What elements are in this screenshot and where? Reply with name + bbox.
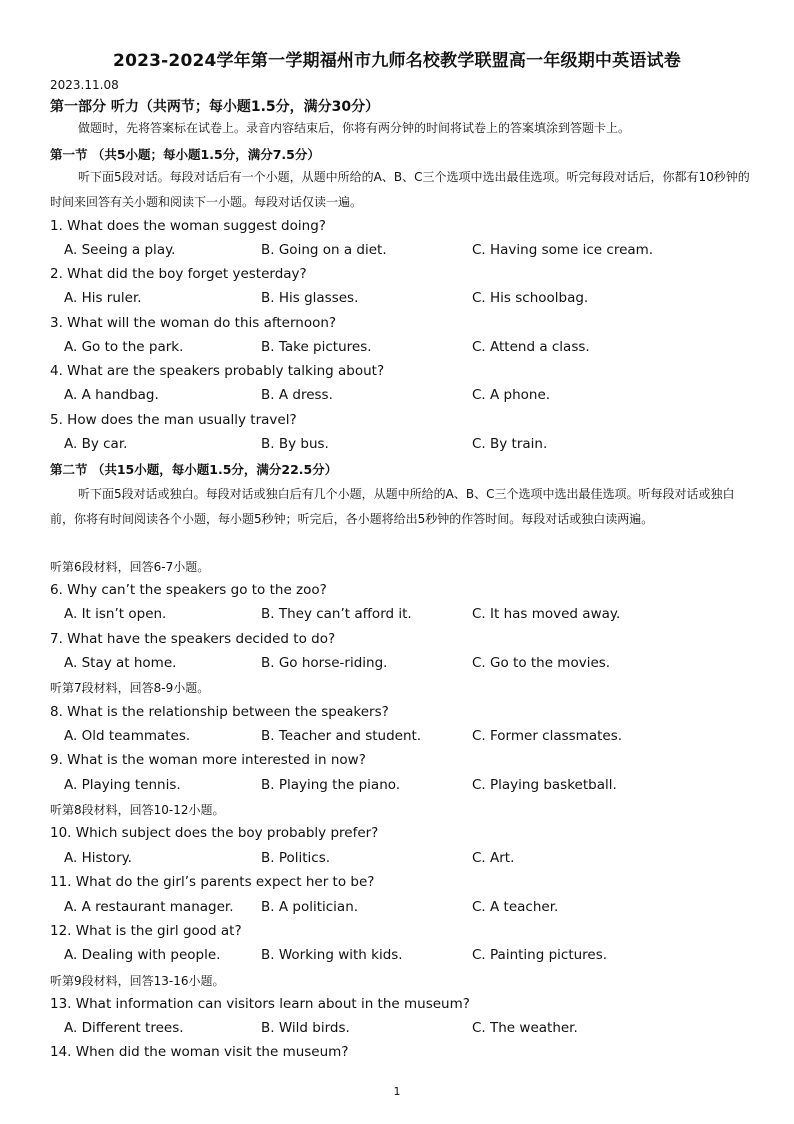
q8-option-a: A. Old teammates. xyxy=(64,728,191,744)
question-10: 10. Which subject does the boy probably prefer? xyxy=(50,825,379,841)
question-5: 5. How does the man usually travel? xyxy=(50,412,297,428)
q6-option-b: B. They can’t afford it. xyxy=(261,606,412,622)
q4-option-b: B. A dress. xyxy=(261,387,333,403)
q2-option-a: A. His ruler. xyxy=(64,290,142,306)
q5-option-b: B. By bus. xyxy=(261,436,329,452)
question-14: 14. When did the woman visit the museum? xyxy=(50,1044,349,1060)
material-note-6: 听第6段材料，回答6-7小题。 xyxy=(50,560,210,574)
section1-instruction: 听下面5段对话。每段对话后有一个小题，从题中所给的A、B、C三个选项中选出最佳选项。听完每段对话后，你都有10秒钟的时间来回答有关小题和阅读下一小题。每段对话仅读一遍。 xyxy=(50,170,750,209)
q10-option-a: A. History. xyxy=(64,850,132,866)
q3-option-a: A. Go to the park. xyxy=(64,339,184,355)
q12-option-c: C. Painting pictures. xyxy=(472,947,608,963)
question-4: 4. What are the speakers probably talking about? xyxy=(50,363,385,379)
question-2: 2. What did the boy forget yesterday? xyxy=(50,266,307,282)
q13-option-c: C. The weather. xyxy=(472,1020,578,1036)
q4-option-c: C. A phone. xyxy=(472,387,551,403)
question-6: 6. Why can’t the speakers go to the zoo? xyxy=(50,582,327,598)
q5-option-a: A. By car. xyxy=(64,436,128,452)
q9-option-c: C. Playing basketball. xyxy=(472,777,617,793)
question-3: 3. What will the woman do this afternoon? xyxy=(50,315,337,331)
q7-option-c: C. Go to the movies. xyxy=(472,655,611,671)
question-7: 7. What have the speakers decided to do? xyxy=(50,631,336,647)
material-note-8: 听第8段材料，回答10-12小题。 xyxy=(50,803,225,817)
exam-date: 2023.11.08 xyxy=(50,78,119,92)
question-11: 11. What do the girl’s parents expect her to be? xyxy=(50,874,375,890)
q7-option-a: A. Stay at home. xyxy=(64,655,177,671)
q5-option-c: C. By train. xyxy=(472,436,548,452)
q12-option-a: A. Dealing with people. xyxy=(64,947,221,963)
exam-title: 2023-2024学年第一学期福州市九师名校教学联盟高一年级期中英语试卷 xyxy=(113,51,681,71)
q11-option-c: C. A teacher. xyxy=(472,899,559,915)
q11-option-a: A. A restaurant manager. xyxy=(64,899,234,915)
q1-option-b: B. Going on a diet. xyxy=(261,242,387,258)
section2-heading: 第二节 （共15小题，每小题1.5分，满分22.5分） xyxy=(50,462,338,477)
q7-option-b: B. Go horse-riding. xyxy=(261,655,388,671)
q4-option-a: A. A handbag. xyxy=(64,387,159,403)
page-number: 1 xyxy=(393,1085,401,1098)
q13-option-a: A. Different trees. xyxy=(64,1020,184,1036)
q3-option-b: B. Take pictures. xyxy=(261,339,372,355)
q6-option-c: C. It has moved away. xyxy=(472,606,621,622)
q2-option-b: B. His glasses. xyxy=(261,290,359,306)
q3-option-c: C. Attend a class. xyxy=(472,339,590,355)
q9-option-a: A. Playing tennis. xyxy=(64,777,181,793)
q1-option-c: C. Having some ice cream. xyxy=(472,242,654,258)
question-9: 9. What is the woman more interested in now? xyxy=(50,752,366,768)
question-1: 1. What does the woman suggest doing? xyxy=(50,218,326,234)
q8-option-c: C. Former classmates. xyxy=(472,728,623,744)
material-note-9: 听第9段材料，回答13-16小题。 xyxy=(50,974,225,988)
question-12: 12. What is the girl good at? xyxy=(50,923,242,939)
question-8: 8. What is the relationship between the speakers? xyxy=(50,704,389,720)
part1-instruction: 做题时，先将答案标在试卷上。录音内容结束后，你将有两分钟的时间将试卷上的答案填涂到答题卡上。 xyxy=(78,121,631,135)
q9-option-b: B. Playing the piano. xyxy=(261,777,401,793)
q10-option-b: B. Politics. xyxy=(261,850,331,866)
part1-heading: 第一部分 听力（共两节；每小题1.5分，满分30分） xyxy=(50,99,380,115)
q13-option-b: B. Wild birds. xyxy=(261,1020,350,1036)
q12-option-b: B. Working with kids. xyxy=(261,947,403,963)
q1-option-a: A. Seeing a play. xyxy=(64,242,176,258)
q2-option-c: C. His schoolbag. xyxy=(472,290,589,306)
q11-option-b: B. A politician. xyxy=(261,899,359,915)
question-13: 13. What information can visitors learn about in the museum? xyxy=(50,996,470,1012)
section1-heading: 第一节 （共5小题；每小题1.5分，满分7.5分） xyxy=(50,147,320,162)
q6-option-a: A. It isn’t open. xyxy=(64,606,167,622)
section2-instruction: 听下面5段对话或独白。每段对话或独白后有几个小题，从题中所给的A、B、C三个选项中选出最佳选项。听每段对话或独白前，你将有时间阅读各个小题，每小题5秒钟；听完后，各小题将给出5秒钟的作答时间。每段对话或独白读两遍。 xyxy=(50,487,735,526)
q8-option-b: B. Teacher and student. xyxy=(261,728,422,744)
material-note-7: 听第7段材料，回答8-9小题。 xyxy=(50,681,210,695)
q10-option-c: C. Art. xyxy=(472,850,515,866)
